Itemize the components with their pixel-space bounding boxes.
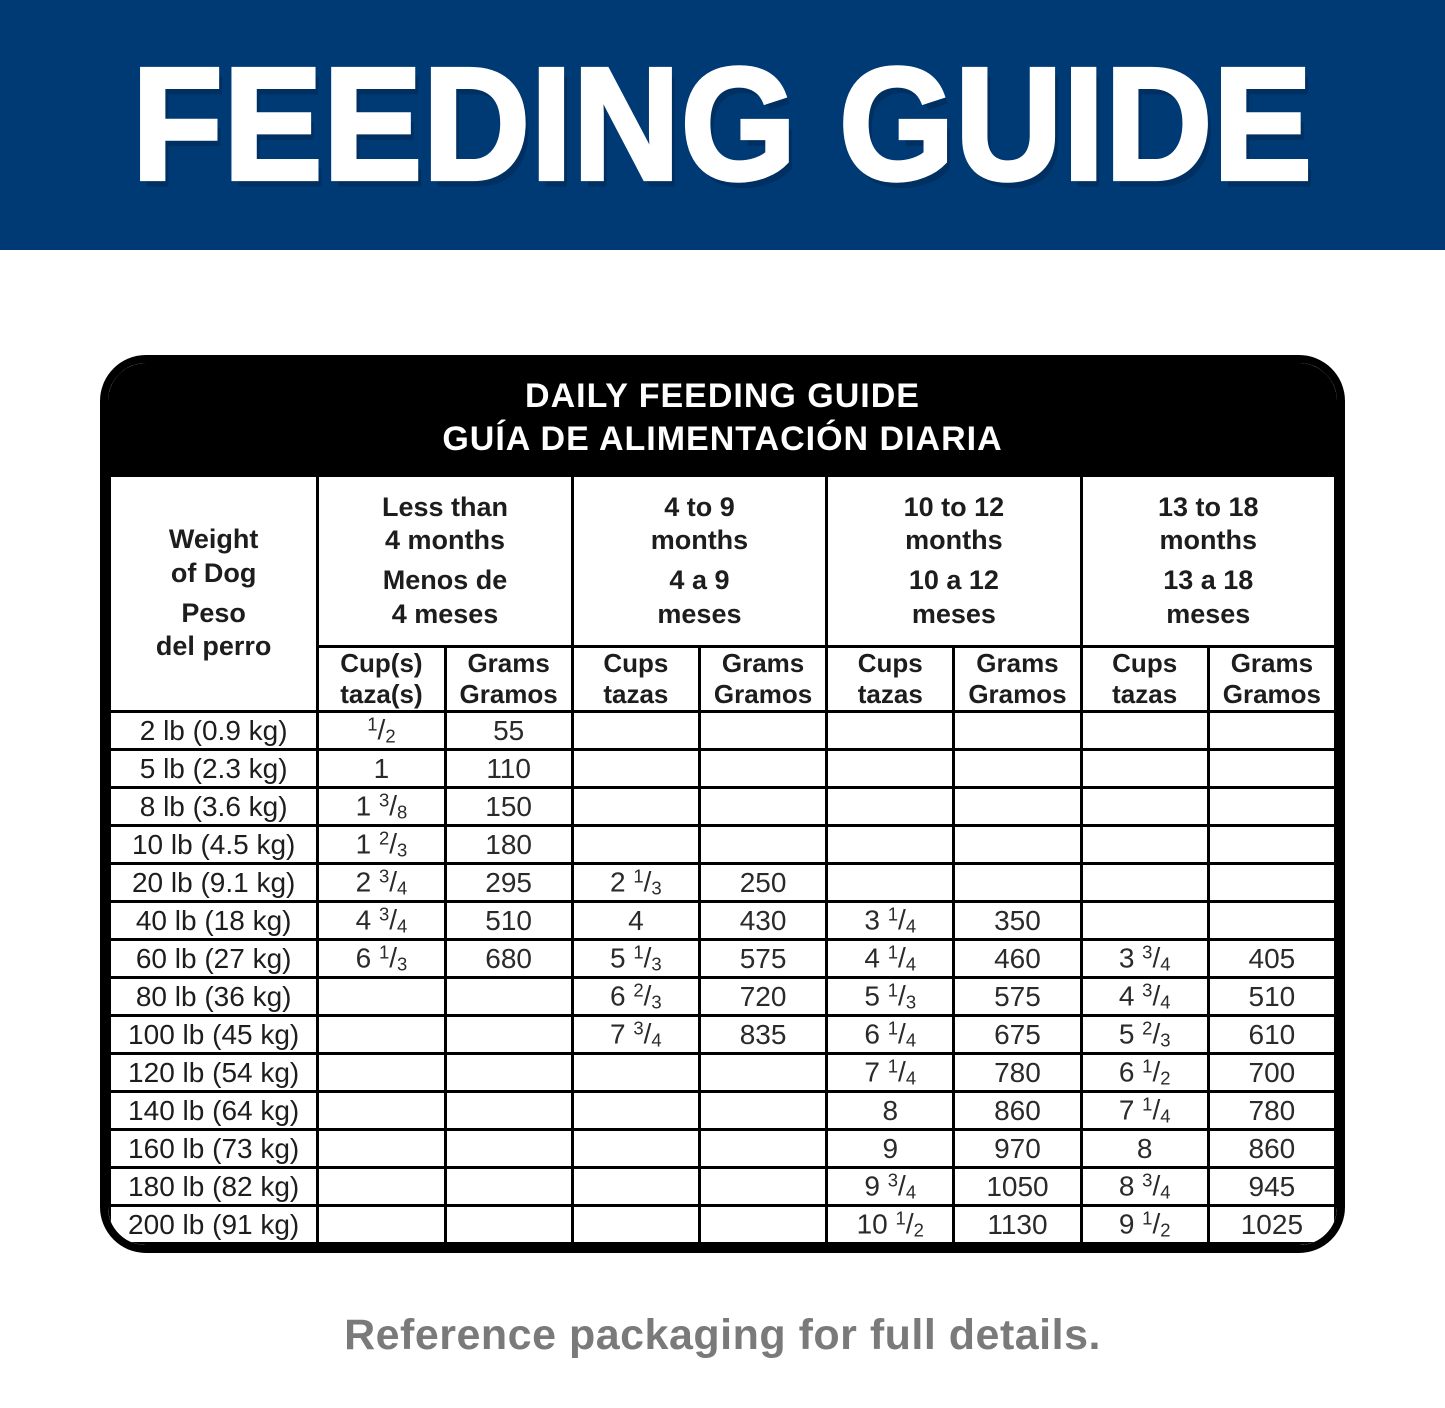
table-cell: 430 bbox=[699, 902, 826, 940]
table-cell bbox=[318, 1206, 445, 1244]
table-cell: 9 $^3/_4$ bbox=[827, 1168, 954, 1206]
table-cell: 780 bbox=[954, 1054, 1081, 1092]
table-cell: 150 bbox=[445, 788, 572, 826]
table-cell bbox=[827, 864, 954, 902]
table-cell bbox=[572, 788, 699, 826]
table-cell bbox=[699, 1054, 826, 1092]
age-group-header: Less than 4 months Menos de 4 meses bbox=[318, 476, 572, 647]
table-cell bbox=[1081, 712, 1208, 750]
table-cell bbox=[827, 750, 954, 788]
table-row bbox=[110, 1054, 1336, 1092]
table-cell bbox=[1208, 902, 1335, 940]
table-cell bbox=[445, 1206, 572, 1244]
table-cell bbox=[572, 826, 699, 864]
weight-cell: 2 lb (0.9 kg) bbox=[110, 712, 318, 750]
age-group-header: 13 to 18 months 13 a 18 meses bbox=[1081, 476, 1335, 647]
table-cell bbox=[318, 1054, 445, 1092]
table-cell: 7 $^3/_4$ bbox=[572, 1016, 699, 1054]
table-cell: 9 $^1/_2$ bbox=[1081, 1206, 1208, 1244]
table-cell: 6 $^1/_2$ bbox=[1081, 1054, 1208, 1092]
table-row bbox=[110, 902, 1336, 940]
table-cell: 860 bbox=[954, 1092, 1081, 1130]
table-cell: 4 bbox=[572, 902, 699, 940]
table-row bbox=[110, 1206, 1336, 1244]
table-cell bbox=[445, 1168, 572, 1206]
grams-column-header: Grams Gramos bbox=[699, 647, 826, 712]
weight-cell: 40 lb (18 kg) bbox=[110, 902, 318, 940]
weight-cell: 100 lb (45 kg) bbox=[110, 1016, 318, 1054]
table-cell bbox=[699, 750, 826, 788]
table-cell bbox=[445, 1092, 572, 1130]
table-cell bbox=[1081, 826, 1208, 864]
table-cell: 8 $^3/_4$ bbox=[1081, 1168, 1208, 1206]
table-cell: 1 $^2/_3$ bbox=[318, 826, 445, 864]
table-cell: 720 bbox=[699, 978, 826, 1016]
table-row bbox=[110, 1016, 1336, 1054]
table-cell: 945 bbox=[1208, 1168, 1335, 1206]
weight-cell: 20 lb (9.1 kg) bbox=[110, 864, 318, 902]
table-cell bbox=[1208, 826, 1335, 864]
weight-cell: 10 lb (4.5 kg) bbox=[110, 826, 318, 864]
table-cell bbox=[445, 1054, 572, 1092]
table-cell bbox=[827, 788, 954, 826]
table-cell: 110 bbox=[445, 750, 572, 788]
table-cell: 180 bbox=[445, 826, 572, 864]
table-cell bbox=[1208, 864, 1335, 902]
table-cell: 295 bbox=[445, 864, 572, 902]
table-cell: 5 $^1/_3$ bbox=[572, 940, 699, 978]
table-cell bbox=[572, 750, 699, 788]
table-cell: 860 bbox=[1208, 1130, 1335, 1168]
table-cell bbox=[572, 712, 699, 750]
table-cell: 2 $^3/_4$ bbox=[318, 864, 445, 902]
table-cell: 55 bbox=[445, 712, 572, 750]
table-cell: 3 $^3/_4$ bbox=[1081, 940, 1208, 978]
table-cell bbox=[699, 1092, 826, 1130]
table-cell bbox=[318, 1092, 445, 1130]
weight-cell: 200 lb (91 kg) bbox=[110, 1206, 318, 1244]
table-row bbox=[110, 978, 1336, 1016]
table-row bbox=[110, 788, 1336, 826]
table-cell bbox=[445, 1130, 572, 1168]
table-cell bbox=[954, 826, 1081, 864]
table-cell: 8 bbox=[1081, 1130, 1208, 1168]
table-cell: 780 bbox=[1208, 1092, 1335, 1130]
table-cell bbox=[699, 1168, 826, 1206]
weight-cell: 160 lb (73 kg) bbox=[110, 1130, 318, 1168]
table-cell bbox=[699, 1130, 826, 1168]
table-cell: 460 bbox=[954, 940, 1081, 978]
table-cell: 4 $^3/_4$ bbox=[1081, 978, 1208, 1016]
table-cell bbox=[954, 750, 1081, 788]
table-cell bbox=[318, 1130, 445, 1168]
table-cell bbox=[827, 712, 954, 750]
feeding-table bbox=[108, 474, 1337, 1245]
table-cell bbox=[572, 1168, 699, 1206]
cups-column-header: Cups tazas bbox=[572, 647, 699, 712]
table-cell: 6 $^1/_3$ bbox=[318, 940, 445, 978]
table-cell bbox=[1081, 864, 1208, 902]
table-cell bbox=[572, 1054, 699, 1092]
table-cell bbox=[954, 788, 1081, 826]
table-cell bbox=[572, 1092, 699, 1130]
table-cell bbox=[572, 1130, 699, 1168]
banner bbox=[0, 0, 1445, 250]
table-cell bbox=[318, 1168, 445, 1206]
table-cell: 8 bbox=[827, 1092, 954, 1130]
table-cell: 10 $^1/_2$ bbox=[827, 1206, 954, 1244]
table-row bbox=[110, 750, 1336, 788]
table-cell bbox=[699, 712, 826, 750]
table-cell: 1 bbox=[318, 750, 445, 788]
grams-column-header: Grams Gramos bbox=[954, 647, 1081, 712]
table-cell: 405 bbox=[1208, 940, 1335, 978]
weight-cell: 80 lb (36 kg) bbox=[110, 978, 318, 1016]
weight-cell: 60 lb (27 kg) bbox=[110, 940, 318, 978]
table-cell: 4 $^1/_4$ bbox=[827, 940, 954, 978]
table-cell bbox=[1081, 902, 1208, 940]
table-cell bbox=[1208, 788, 1335, 826]
table-cell: 6 $^1/_4$ bbox=[827, 1016, 954, 1054]
table-cell bbox=[1208, 712, 1335, 750]
table-cell: 350 bbox=[954, 902, 1081, 940]
footer-note: Reference packaging for full details. bbox=[344, 1311, 1101, 1360]
table-cell: $^1/_2$ bbox=[318, 712, 445, 750]
weight-cell: 120 lb (54 kg) bbox=[110, 1054, 318, 1092]
table-cell: 5 $^1/_3$ bbox=[827, 978, 954, 1016]
table-cell: 680 bbox=[445, 940, 572, 978]
weight-cell: 8 lb (3.6 kg) bbox=[110, 788, 318, 826]
table-cell bbox=[572, 1206, 699, 1244]
table-cell: 2 $^1/_3$ bbox=[572, 864, 699, 902]
table-cell bbox=[318, 978, 445, 1016]
table-cell: 5 $^2/_3$ bbox=[1081, 1016, 1208, 1054]
weight-cell: 180 lb (82 kg) bbox=[110, 1168, 318, 1206]
table-cell bbox=[1208, 750, 1335, 788]
table-cell bbox=[827, 826, 954, 864]
table-cell: 700 bbox=[1208, 1054, 1335, 1092]
table-cell: 575 bbox=[954, 978, 1081, 1016]
table-cell bbox=[445, 978, 572, 1016]
table-cell: 1050 bbox=[954, 1168, 1081, 1206]
table-cell bbox=[1081, 788, 1208, 826]
table-cell bbox=[318, 1016, 445, 1054]
table-row bbox=[110, 1168, 1336, 1206]
table-title-block bbox=[108, 363, 1337, 474]
weight-cell: 5 lb (2.3 kg) bbox=[110, 750, 318, 788]
table-cell bbox=[1081, 750, 1208, 788]
table-cell bbox=[699, 788, 826, 826]
age-group-header: 4 to 9 months 4 a 9 meses bbox=[572, 476, 826, 647]
weight-of-dog-header: Weight of Dog Peso del perro bbox=[110, 476, 318, 712]
table-cell: 250 bbox=[699, 864, 826, 902]
table-row bbox=[110, 864, 1336, 902]
table-cell bbox=[445, 1016, 572, 1054]
table-cell: 7 $^1/_4$ bbox=[1081, 1092, 1208, 1130]
table-row bbox=[110, 826, 1336, 864]
table-cell bbox=[699, 1206, 826, 1244]
table-cell: 970 bbox=[954, 1130, 1081, 1168]
grams-column-header: Grams Gramos bbox=[1208, 647, 1335, 712]
table-cell: 1025 bbox=[1208, 1206, 1335, 1244]
table-row bbox=[110, 1130, 1336, 1168]
table-cell: 675 bbox=[954, 1016, 1081, 1054]
weight-cell: 140 lb (64 kg) bbox=[110, 1092, 318, 1130]
daily-feeding-guide-card bbox=[100, 355, 1345, 1253]
table-cell: 1130 bbox=[954, 1206, 1081, 1244]
table-title-es: GUÍA DE ALIMENTACIÓN DIARIA bbox=[442, 419, 1003, 458]
table-cell: 3 $^1/_4$ bbox=[827, 902, 954, 940]
table-cell: 575 bbox=[699, 940, 826, 978]
table-cell: 6 $^2/_3$ bbox=[572, 978, 699, 1016]
cups-column-header: Cup(s) taza(s) bbox=[318, 647, 445, 712]
table-title-en: DAILY FEEDING GUIDE bbox=[525, 377, 920, 415]
banner-title: FEEDING GUIDE bbox=[132, 35, 1313, 214]
cups-column-header: Cups tazas bbox=[827, 647, 954, 712]
table-cell: 610 bbox=[1208, 1016, 1335, 1054]
table-cell bbox=[699, 826, 826, 864]
table-cell: 7 $^1/_4$ bbox=[827, 1054, 954, 1092]
cups-column-header: Cups tazas bbox=[1081, 647, 1208, 712]
table-cell: 510 bbox=[445, 902, 572, 940]
grams-column-header: Grams Gramos bbox=[445, 647, 572, 712]
table-cell bbox=[954, 712, 1081, 750]
table-row bbox=[110, 940, 1336, 978]
table-cell: 1 $^3/_8$ bbox=[318, 788, 445, 826]
table-row bbox=[110, 712, 1336, 750]
table-cell: 9 bbox=[827, 1130, 954, 1168]
table-cell bbox=[954, 864, 1081, 902]
table-row bbox=[110, 1092, 1336, 1130]
table-cell: 4 $^3/_4$ bbox=[318, 902, 445, 940]
table-cell: 835 bbox=[699, 1016, 826, 1054]
age-group-header: 10 to 12 months 10 a 12 meses bbox=[827, 476, 1081, 647]
table-cell: 510 bbox=[1208, 978, 1335, 1016]
